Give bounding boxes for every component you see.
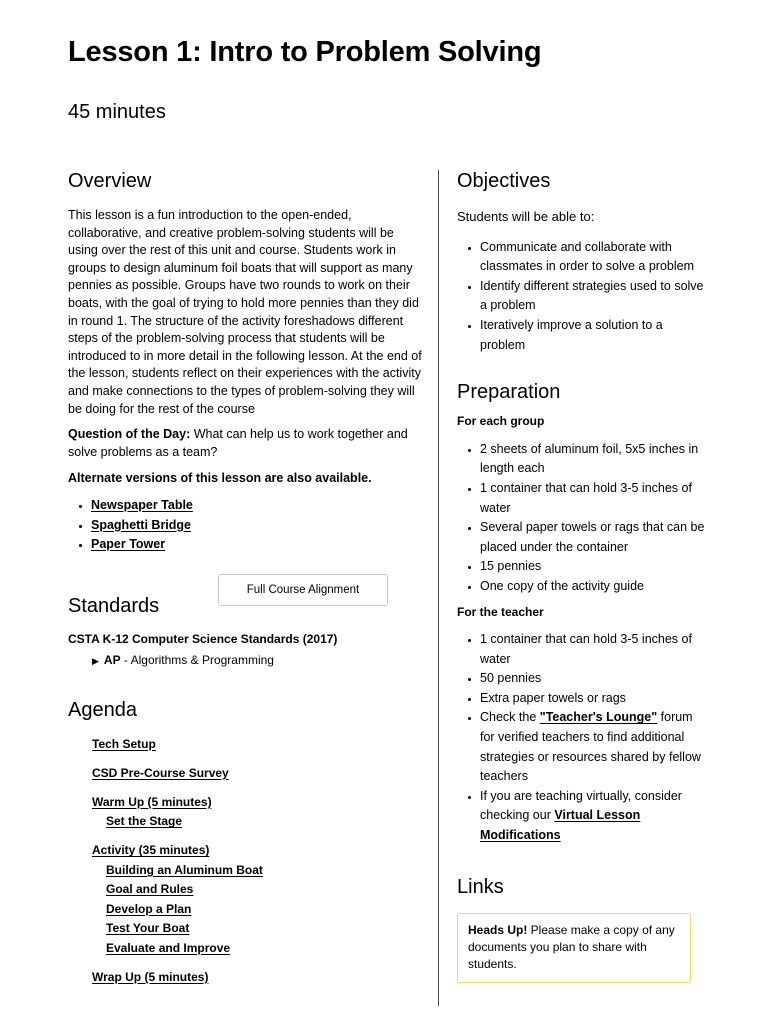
virtual-lesson-modifications-link[interactable]: Virtual Lesson Modifications — [480, 808, 641, 843]
agenda-list — [68, 735, 423, 988]
list-item — [106, 812, 423, 832]
alternate-versions-list — [68, 496, 423, 555]
agenda-link-tech-setup[interactable]: Tech Setup — [92, 736, 156, 751]
agenda-link-set-the-stage[interactable]: Set the Stage — [106, 814, 183, 829]
objectives-list — [457, 238, 707, 356]
list-item: Communicate and collaborate with classmates in order to solve a problem — [457, 238, 707, 277]
list-item — [68, 516, 423, 536]
callout-text: Please make a copy of any documents you plan to share with students. — [468, 922, 675, 972]
standards-item-code: AP — [103, 653, 121, 668]
alternate-versions-note: Alternate versions of this lesson are also available. — [68, 471, 372, 486]
agenda-item — [92, 793, 423, 832]
list-item — [106, 939, 423, 959]
teachers-lounge-link[interactable]: "Teacher's Lounge" — [539, 710, 658, 725]
agenda-link-warm-up[interactable]: Warm Up (5 minutes) — [92, 794, 212, 809]
agenda-heading: Agenda — [68, 698, 137, 721]
teacher-materials-list — [457, 630, 707, 846]
list-item — [106, 861, 423, 881]
overview-text: This lesson is a fun introduction to the open-ended, collaborative, and creative problem-solving students will be using over the rest of this unit and course. Students work in groups to design aluminum foil boats that will support as many pennies as possible. Groups have two rounds to work on their boats, with the goal of trying to hold more pennies than they did in round 1. The structure of the activity foreshadows different steps of the problem-solving process that students will be introduced to in more detail in the following lesson. At the end of the lesson, students reflect on their experiences with the activity and make connections to the types of problem-solving they will be doing for the rest of the course — [68, 208, 422, 416]
virtual-prefix: If you are teaching virtually, consider checking our — [480, 788, 682, 823]
callout-label: Heads Up! — [468, 922, 528, 937]
page-title: Lesson 1: Intro to Problem Solving — [68, 36, 542, 68]
agenda-link-test-boat[interactable]: Test Your Boat — [106, 921, 190, 936]
list-item — [68, 535, 423, 555]
list-item: 15 pennies — [457, 557, 707, 577]
agenda-section — [68, 697, 423, 988]
for-the-teacher-label: For the teacher — [457, 604, 544, 619]
agenda-sublist — [92, 861, 423, 959]
list-item — [106, 919, 423, 939]
lounge-prefix: Check the — [480, 710, 540, 725]
alternate-link-newspaper-table[interactable]: Newspaper Table — [91, 497, 193, 512]
preparation-section — [457, 379, 707, 845]
standards-item-desc: - Algorithms & Programming — [120, 653, 274, 668]
alternate-link-paper-tower[interactable]: Paper Tower — [91, 537, 166, 552]
list-item: Iteratively improve a solution to a problem — [457, 316, 707, 355]
agenda-item — [92, 764, 423, 784]
agenda-link-goal-and-rules[interactable]: Goal and Rules — [106, 882, 194, 897]
list-item: 2 sheets of aluminum foil, 5x5 inches in length each — [457, 440, 707, 479]
group-materials-list — [457, 440, 707, 597]
alternate-link-spaghetti-bridge[interactable]: Spaghetti Bridge — [91, 517, 192, 532]
caret-right-icon: ▶ — [92, 656, 99, 667]
standards-heading: Standards — [68, 594, 160, 617]
agenda-item — [92, 968, 423, 988]
right-column — [457, 168, 707, 983]
list-item: 1 container that can hold 3-5 inches of water — [457, 630, 707, 669]
overview-heading: Overview — [68, 170, 152, 192]
standards-item-toggle[interactable] — [68, 652, 423, 671]
agenda-link-pre-course-survey[interactable]: CSD Pre-Course Survey — [92, 765, 229, 780]
links-section — [457, 874, 707, 983]
list-item — [457, 787, 707, 846]
agenda-item — [92, 841, 423, 958]
question-of-the-day — [68, 426, 423, 461]
objectives-heading: Objectives — [457, 170, 551, 192]
list-item — [106, 900, 423, 920]
column-divider — [438, 170, 439, 1006]
qotd-label: Question of the Day: — [68, 427, 191, 442]
list-item: One copy of the activity guide — [457, 577, 707, 597]
for-each-group-label: For each group — [457, 414, 545, 429]
heads-up-callout — [457, 913, 691, 983]
list-item — [457, 708, 707, 786]
agenda-link-develop-plan[interactable]: Develop a Plan — [106, 901, 192, 916]
list-item: 1 container that can hold 3-5 inches of water — [457, 479, 707, 518]
list-item — [106, 880, 423, 900]
list-item: Several paper towels or rags that can be placed under the container — [457, 518, 707, 557]
overview-section — [68, 168, 423, 555]
agenda-link-building-boat[interactable]: Building an Aluminum Boat — [106, 862, 263, 877]
lesson-duration: 45 minutes — [68, 101, 166, 123]
agenda-sublist — [92, 812, 423, 832]
agenda-link-activity[interactable]: Activity (35 minutes) — [92, 843, 210, 858]
agenda-link-wrap-up[interactable]: Wrap Up (5 minutes) — [92, 969, 209, 984]
standards-framework: CSTA K-12 Computer Science Standards (2017) — [68, 631, 338, 646]
qotd-text: What can help us to work together and solve problems as a team? — [68, 427, 408, 459]
left-column — [68, 168, 423, 997]
objectives-intro: Students will be able to: — [457, 209, 595, 224]
preparation-heading: Preparation — [457, 381, 561, 404]
list-item: 50 pennies — [457, 669, 707, 689]
links-heading: Links — [457, 875, 504, 898]
list-item — [68, 496, 423, 516]
objectives-section — [457, 168, 707, 355]
standards-section — [68, 583, 423, 671]
lounge-suffix: forum for verified teachers to find additional strategies or resources shared by fellow teachers — [480, 710, 701, 784]
agenda-link-evaluate-improve[interactable]: Evaluate and Improve — [106, 940, 231, 955]
full-course-alignment-button[interactable]: Full Course Alignment — [218, 574, 388, 606]
agenda-item — [92, 735, 423, 755]
list-item: Identify different strategies used to solve a problem — [457, 277, 707, 316]
list-item: Extra paper towels or rags — [457, 689, 707, 709]
